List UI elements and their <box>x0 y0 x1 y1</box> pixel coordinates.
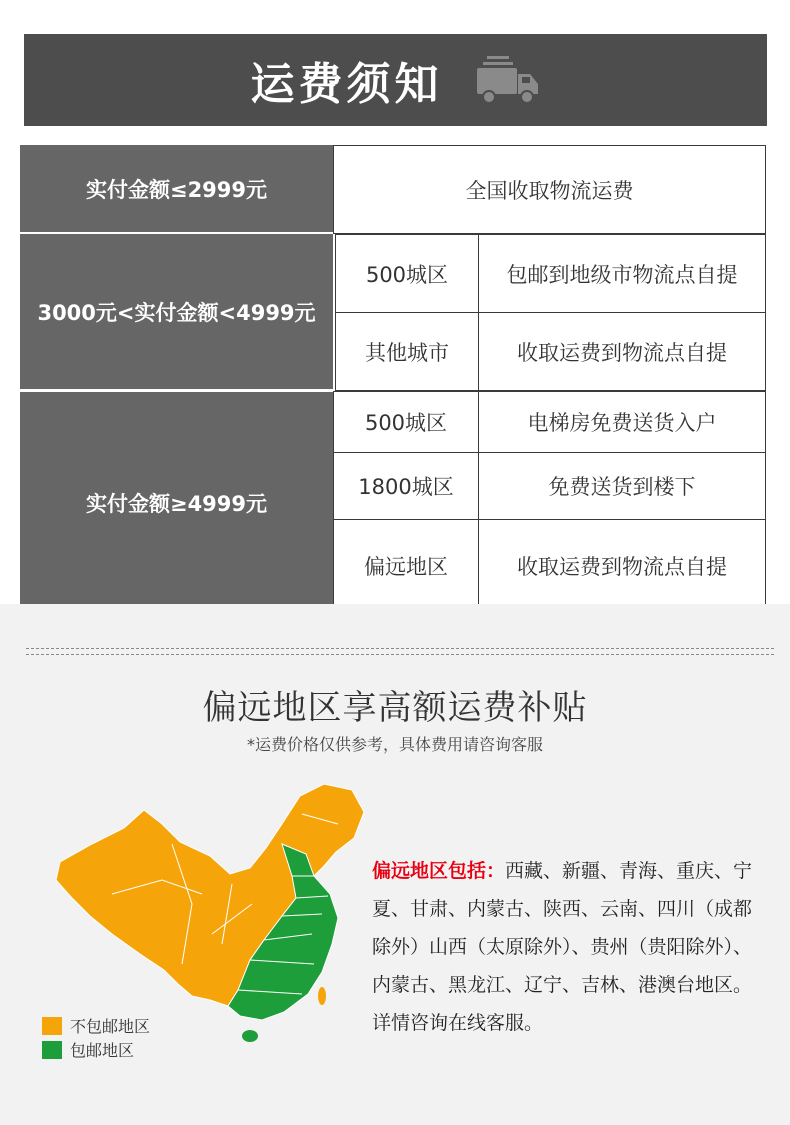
policy-cell-1 <box>333 145 766 234</box>
remote-areas-list: 西藏、新疆、青海、重庆、宁夏、甘肃、内蒙古、陕西、云南、四川（成都除外）山西（太原除外）、贵州（贵阳除外）、内蒙古、黑龙江、辽宁、吉林、港澳台地区。详情咨询在线客服。 <box>372 860 753 1034</box>
zone-cell <box>335 312 479 391</box>
zone-cell <box>335 234 479 313</box>
zone-label: 其他城市 <box>365 340 449 365</box>
condition-label: 3000元<实付金额<4999元 <box>37 300 316 325</box>
legend-not-free <box>42 1014 150 1037</box>
policy-label: 全国收取物流运费 <box>465 178 634 203</box>
legend-swatch <box>42 1041 62 1059</box>
subsidy-section <box>0 604 790 1125</box>
condition-cell-1 <box>20 145 333 232</box>
zone-label: 偏远地区 <box>364 555 448 579</box>
condition-label: 实付金额≤2999元 <box>85 177 268 202</box>
legend-label: 包邮地区 <box>70 1041 135 1060</box>
policy-label: 免费送货到楼下 <box>548 475 696 499</box>
header-bar <box>24 34 767 126</box>
subsidy-note: *运费价格仅供参考，具体费用请咨询客服 <box>246 735 543 754</box>
policy-label: 电梯房免费送货入户 <box>527 411 717 435</box>
policy-cell <box>478 519 766 613</box>
condition-label: 实付金额≥4999元 <box>85 491 268 516</box>
condition-cell-3 <box>20 392 333 613</box>
subsidy-title: 偏远地区享高额运费补贴 <box>202 688 588 728</box>
policy-label: 收取运费到物流点自提 <box>517 340 727 365</box>
legend-free <box>42 1038 134 1061</box>
page-title: 运费须知 <box>250 59 443 110</box>
fee-table <box>20 145 766 613</box>
policy-label: 收取运费到物流点自提 <box>517 555 727 579</box>
zone-cell <box>333 391 479 453</box>
remote-areas-text <box>372 852 770 1042</box>
zone-label: 500城区 <box>364 411 448 435</box>
zone-cell <box>333 519 479 613</box>
divider <box>26 654 774 655</box>
policy-cell <box>478 234 766 313</box>
divider <box>26 648 774 649</box>
zone-label: 1800城区 <box>358 475 454 499</box>
legend-swatch <box>42 1017 62 1035</box>
china-map-icon <box>52 784 372 1044</box>
policy-cell <box>478 391 766 453</box>
policy-cell <box>478 452 766 520</box>
remote-areas-label: 偏远地区包括： <box>372 860 506 882</box>
policy-label: 包邮到地级市物流点自提 <box>506 262 738 287</box>
zone-cell <box>333 452 479 520</box>
condition-cell-2 <box>20 234 333 389</box>
delivery-truck-icon <box>473 52 541 108</box>
policy-cell <box>478 312 766 391</box>
legend-label: 不包邮地区 <box>70 1017 151 1036</box>
zone-label: 500城区 <box>365 262 449 287</box>
